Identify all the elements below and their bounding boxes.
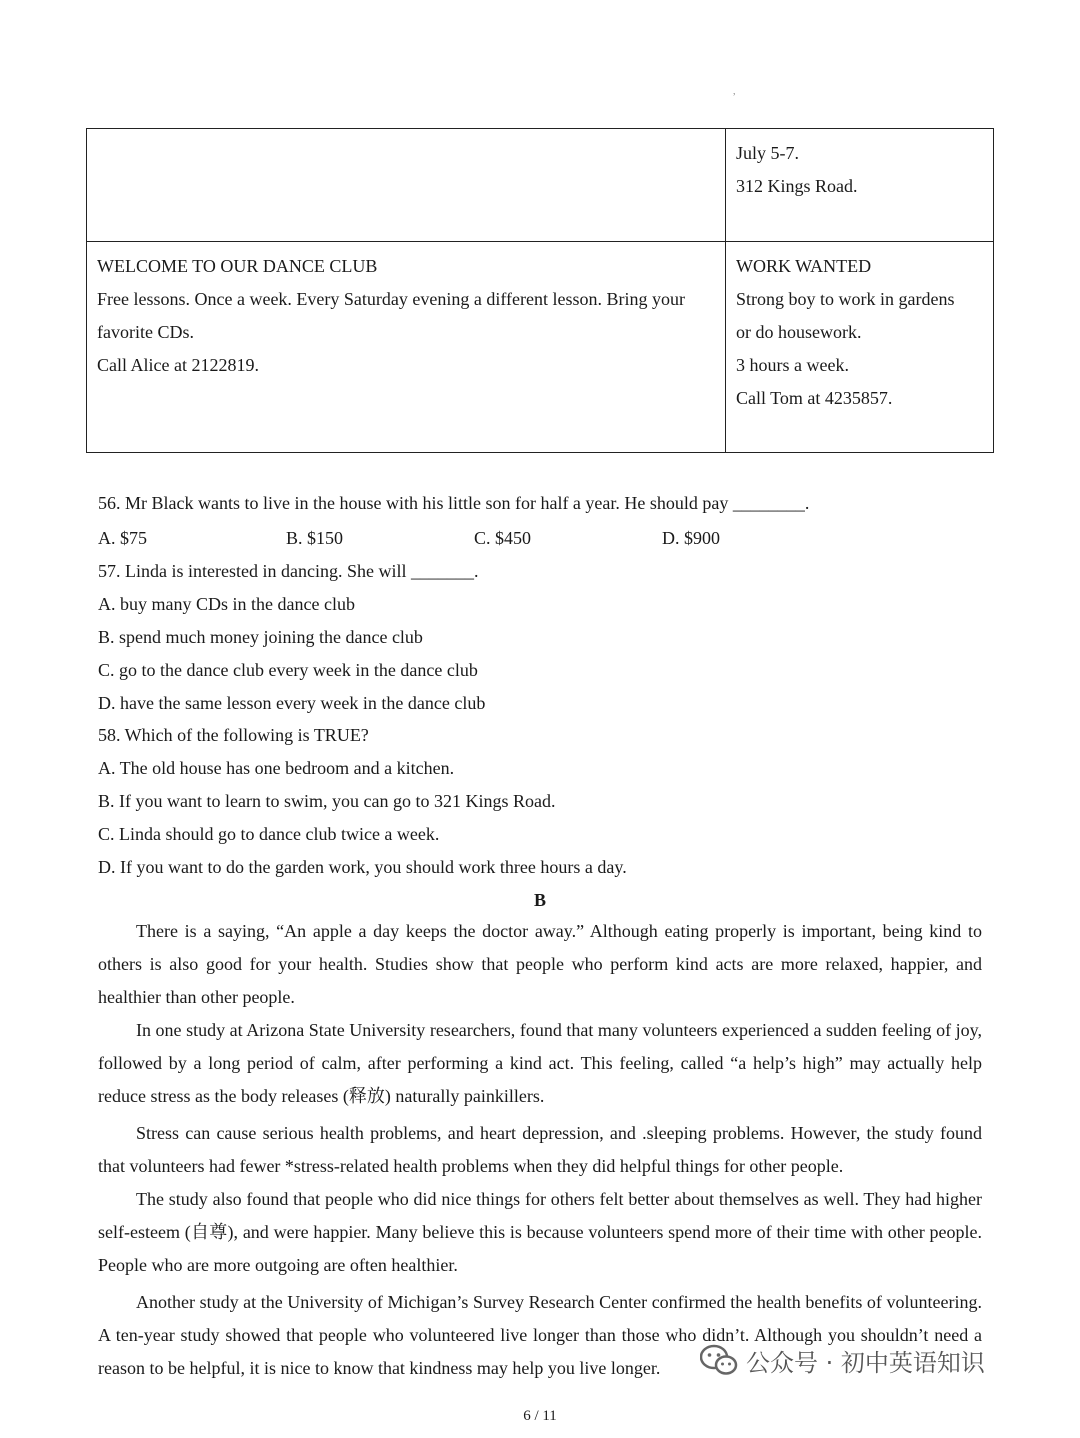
option-b: B. $150 [286, 528, 344, 548]
paragraph-2: In one study at Arizona State University researchers, found that many volunteers experienced a sudden feeling of joy, followed by a long period of calm, after performing a kind act. This feeling, called “a help’s high” may actually help reduce stress as the body releases (释放) naturally painkillers. [98, 1020, 982, 1106]
watermark [700, 1340, 985, 1380]
ad-line: Call Alice at 2122819. [97, 355, 259, 375]
ad-work-wanted [726, 242, 994, 453]
paragraph-1: There is a saying, “An apple a day keeps the doctor away.” Although eating properly is important, being kind to others is also good for your health. Studies show that people who perform kind acts are more relaxed, happier, and healthier than other people. [98, 921, 982, 1007]
wechat-icon [700, 1344, 738, 1376]
question-57-stem: 57. Linda is interested in dancing. She will _______. [98, 561, 479, 581]
ad-line: Call Tom at 4235857. [736, 388, 893, 408]
option-c: C. $450 [474, 528, 532, 548]
ad-title: WELCOME TO OUR DANCE CLUB [97, 256, 378, 276]
section-b-heading: B [533, 890, 546, 910]
ad-line: July 5-7. [736, 143, 799, 163]
option-b: B. spend much money joining the dance club [98, 627, 423, 647]
option-a: A. The old house has one bedroom and a kitchen. [98, 758, 455, 778]
ad-line: or do housework. [736, 322, 862, 342]
option-d: D. have the same lesson every week in the dance club [98, 693, 486, 713]
ad-line: 3 hours a week. [736, 355, 849, 375]
option-c: C. go to the dance club every week in the dance club [98, 660, 478, 680]
ad-title: WORK WANTED [736, 256, 872, 276]
option-a: A. buy many CDs in the dance club [98, 594, 355, 614]
question-56-stem: 56. Mr Black wants to live in the house with his little son for half a year. He should pay ________. [98, 493, 810, 513]
paragraph-3: Stress can cause serious health problems, and heart depression, and .sleeping problems. However, the study found that volunteers had fewer *stress-related health problems when they did helpful things for other people. [98, 1123, 982, 1176]
watermark-text: 公众号 · 初中英语知识 [746, 1348, 985, 1377]
ad-line: Free lessons. Once a week. Every Saturday evening a different lesson. Bring your favorite CDs. [97, 289, 685, 342]
option-b: B. If you want to learn to swim, you can go to 321 Kings Road. [98, 791, 556, 811]
ad-dance-club [87, 242, 726, 453]
ads-row-2 [87, 242, 994, 453]
top-mark: , [733, 86, 736, 97]
ad-cell-empty [87, 129, 726, 242]
paragraph-4: The study also found that people who did nice things for others felt better about themselves as well. They had higher self-esteem (自尊), and were happier. Many believe this is because volunteers spend more of their time with other people. People who are more outgoing are often healthier. [98, 1189, 982, 1275]
ads-table [86, 128, 994, 453]
page-number: 6 / 11 [523, 1408, 557, 1424]
ad-cell-dates [726, 129, 994, 242]
ad-line: Strong boy to work in gardens [736, 289, 955, 309]
ads-row-1 [87, 129, 994, 242]
ad-line: 312 Kings Road. [736, 176, 858, 196]
option-c: C. Linda should go to dance club twice a week. [98, 824, 440, 844]
option-a: A. $75 [98, 528, 147, 548]
paragraph-5: Another study at the University of Michigan’s Survey Research Center confirmed the health benefits of volunteering. A ten-year study showed that people who volunteered live longer than those who didn’t. Although you shouldn’t need a reason to be helpful, it is nice to know that kindness may help you live longer. [98, 1292, 982, 1378]
option-d: D. If you want to do the garden work, you should work three hours a day. [98, 857, 627, 877]
option-d: D. $900 [662, 528, 720, 548]
question-58-stem: 58. Which of the following is TRUE? [98, 725, 369, 745]
